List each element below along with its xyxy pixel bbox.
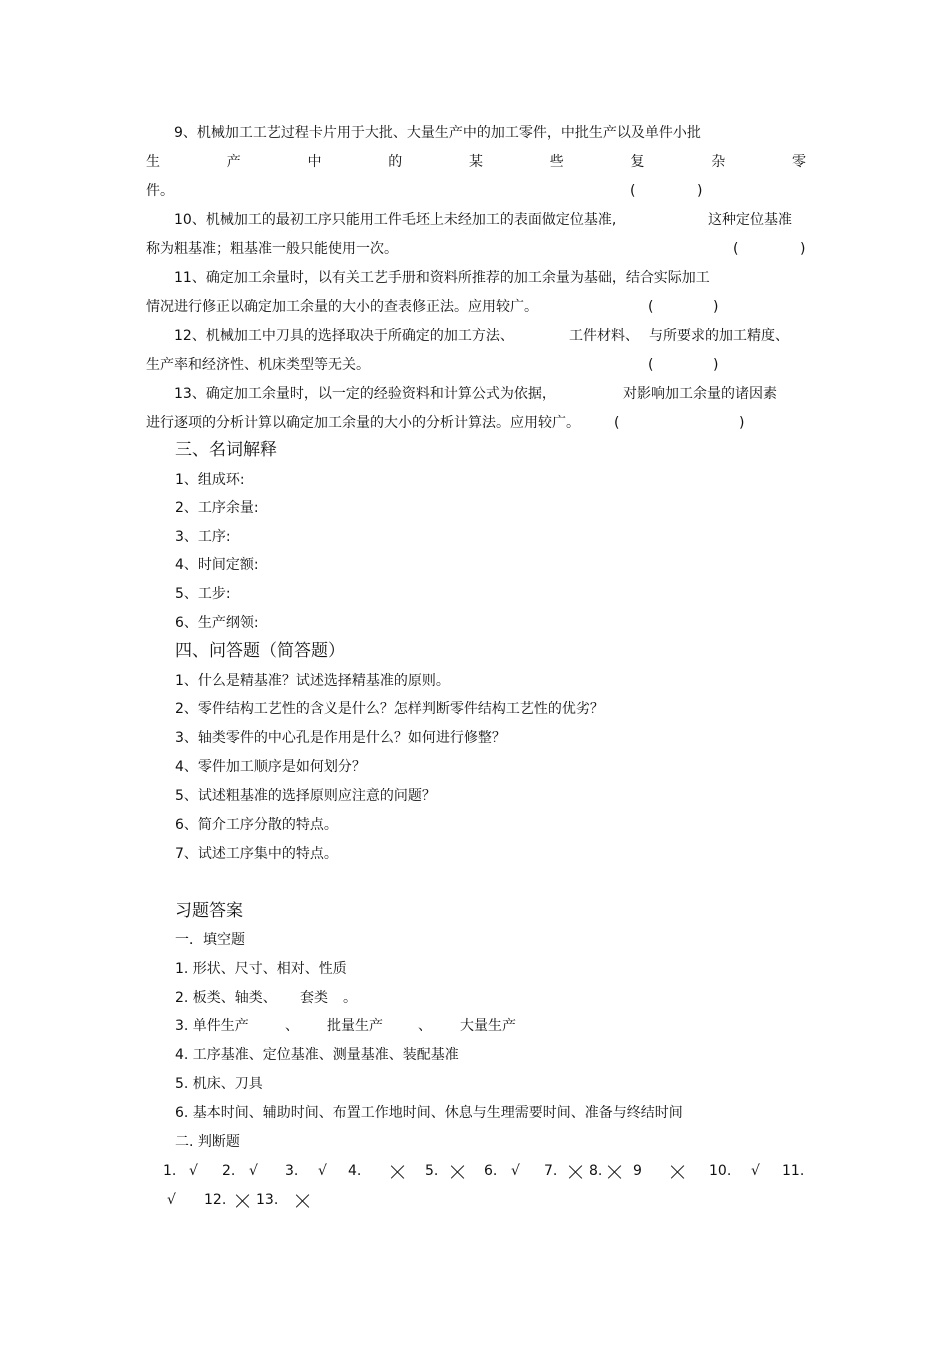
judge-answers-row2 <box>163 1190 363 1210</box>
answer-number: 12. <box>204 1192 227 1208</box>
section4-item: 7、试述工序集中的特点。 <box>175 846 338 862</box>
answer-number: 11. <box>782 1163 805 1179</box>
fill-answer-3b: 、 <box>285 1018 299 1034</box>
answer-number: 4. <box>348 1163 362 1179</box>
section3-title: 三、名词解释 <box>175 440 277 460</box>
section3-item: 5、工步: <box>175 586 231 602</box>
q9-line1: 9、机械加工工艺过程卡片用于大批、大量生产中的加工零件，中批生产以及单件小批 <box>174 125 701 141</box>
fill-answer-3d: 、 <box>418 1018 432 1034</box>
q9-spread-char: 生 <box>146 154 160 170</box>
fill-answer-5: 5. 机床、刀具 <box>175 1076 263 1092</box>
check-mark: √ <box>167 1192 176 1208</box>
answer-number: 1. <box>163 1163 177 1179</box>
answer-number: 5. <box>425 1163 439 1179</box>
fill-answer-2c: 。 <box>343 990 357 1006</box>
answer-number: 13. <box>256 1192 279 1208</box>
answer-number: 9 <box>633 1163 642 1179</box>
q9-spread-char: 杂 <box>711 154 726 170</box>
section4-item: 6、简介工序分散的特点。 <box>175 817 338 833</box>
q12-paren-close: ) <box>713 357 719 373</box>
q11-line1: 11、确定加工余量时，以有关工艺手册和资料所推荐的加工余量为基础，结合实际加工 <box>174 270 710 286</box>
answer-number: 7. <box>544 1163 558 1179</box>
q12-line1b: 工件材料、 <box>569 328 639 344</box>
q13-paren-open: ( <box>614 415 620 431</box>
section4-title: 四、问答题（简答题） <box>175 641 345 661</box>
fill-answer-3a: 3. 单件生产 <box>175 1018 249 1034</box>
cross-mark-icon <box>608 1164 622 1178</box>
judge-answers-row1 <box>163 1161 813 1181</box>
judge-title: 二. 判断题 <box>175 1134 240 1150</box>
fill-answer-3c: 批量生产 <box>327 1018 383 1034</box>
q11-line2: 情况进行修正以确定加工余量的大小的查表修正法。应用较广。 <box>146 299 538 315</box>
q10-line1a: 10、机械加工的最初工序只能用工件毛坯上未经加工的表面做定位基准, <box>174 212 617 228</box>
fill-title: 一．填空题 <box>175 932 245 948</box>
q12-line2: 生产率和经济性、机床类型等无关。 <box>146 357 370 373</box>
q11-paren-close: ) <box>713 299 719 315</box>
q12-line1c: 与所要求的加工精度、 <box>649 328 789 344</box>
cross-mark-icon <box>671 1164 685 1178</box>
cross-mark-icon <box>296 1193 310 1207</box>
q9-line3: 件。 <box>146 183 174 199</box>
section3-item: 2、工序余量: <box>175 500 259 516</box>
section3-item: 6、生产纲领: <box>175 615 259 631</box>
cross-mark-icon <box>236 1193 250 1207</box>
q10-line1b: 这种定位基准 <box>708 212 792 228</box>
check-mark: √ <box>318 1163 327 1179</box>
check-mark: √ <box>249 1163 258 1179</box>
q10-paren-close: ) <box>800 241 806 257</box>
q13-line1a: 13、确定加工余量时，以一定的经验资料和计算公式为依据， <box>174 386 556 402</box>
q9-spread-char: 产 <box>226 154 241 170</box>
q9-spread-char: 的 <box>388 154 403 170</box>
q9-spread-char: 复 <box>630 154 645 170</box>
cross-mark-icon <box>569 1164 583 1178</box>
q12-line1a: 12、机械加工中刀具的选择取决于所确定的加工方法、 <box>174 328 514 344</box>
q10-paren-open: ( <box>733 241 739 257</box>
answer-number: 10. <box>709 1163 732 1179</box>
answer-number: 8. <box>589 1163 603 1179</box>
q10-line2: 称为粗基准；粗基准一般只能使用一次。 <box>146 241 398 257</box>
q11-paren-open: ( <box>648 299 654 315</box>
q9-spread-char: 些 <box>549 154 564 170</box>
fill-answer-3e: 大量生产 <box>460 1018 516 1034</box>
q9-paren-close: ) <box>697 183 703 199</box>
q9-line2-spread <box>146 152 806 172</box>
fill-answer-6: 6. 基本时间、辅助时间、布置工作地时间、休息与生理需要时间、准备与终结时间 <box>175 1105 683 1121</box>
fill-answer-2a: 2. 板类、轴类、 <box>175 990 277 1006</box>
section3-item: 4、时间定额: <box>175 557 259 573</box>
q9-spread-char: 某 <box>469 154 483 170</box>
section4-item: 3、轴类零件的中心孔是作用是什么？如何进行修整？ <box>175 730 506 746</box>
q13-line1b: 对影响加工余量的诸因素 <box>623 386 777 402</box>
section4-item: 1、什么是精基准？试述选择精基准的原则。 <box>175 673 450 689</box>
answer-number: 3. <box>285 1163 299 1179</box>
q9-spread-char: 零 <box>792 154 806 170</box>
answers-title: 习题答案 <box>175 901 243 921</box>
check-mark: √ <box>751 1163 760 1179</box>
q13-paren-close: ) <box>739 415 745 431</box>
check-mark: √ <box>189 1163 198 1179</box>
fill-answer-2b: 套类 <box>300 990 328 1006</box>
q9-spread-char: 中 <box>307 154 322 170</box>
section3-item: 1、组成环: <box>175 472 245 488</box>
fill-answer-1: 1. 形状、尺寸、相对、性质 <box>175 961 347 977</box>
section4-item: 2、零件结构工艺性的含义是什么？怎样判断零件结构工艺性的优劣？ <box>175 701 604 717</box>
section3-item: 3、工序: <box>175 529 231 545</box>
answer-number: 6. <box>484 1163 498 1179</box>
q9-paren-open: ( <box>630 183 636 199</box>
check-mark: √ <box>511 1163 520 1179</box>
section4-item: 5、试述粗基准的选择原则应注意的问题？ <box>175 788 436 804</box>
cross-mark-icon <box>391 1164 405 1178</box>
answer-number: 2. <box>222 1163 236 1179</box>
q12-paren-open: ( <box>648 357 654 373</box>
fill-answer-4: 4. 工序基准、定位基准、测量基准、装配基准 <box>175 1047 459 1063</box>
cross-mark-icon <box>451 1164 465 1178</box>
section4-item: 4、零件加工顺序是如何划分？ <box>175 759 366 775</box>
q13-line2: 进行逐项的分析计算以确定加工余量的大小的分析计算法。应用较广。 <box>146 415 580 431</box>
